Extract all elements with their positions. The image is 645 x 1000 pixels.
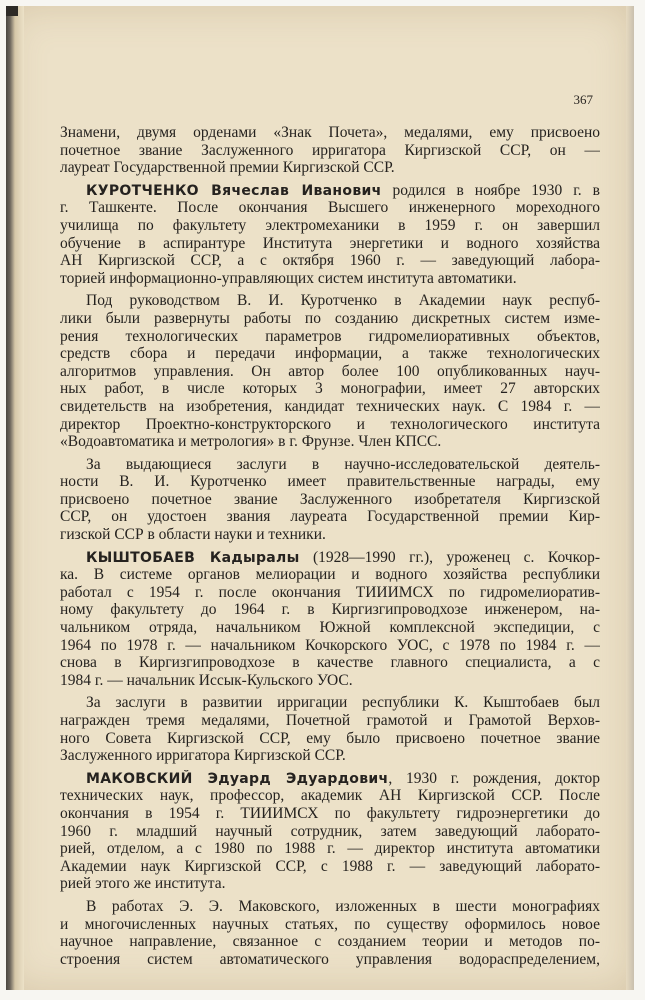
line-text: Под руководством В. И. Куротченко в Академии наук респуб- [86, 292, 600, 310]
text-line [60, 654, 600, 672]
text-line [60, 380, 600, 398]
line-text: 1960 г. младший научный сотрудник, затем заведующий лаборато- [60, 822, 600, 840]
line-text: работал с 1954 г. после окончания ТИИИМСХ по гидромелиоратив- [60, 583, 600, 601]
text-line [60, 747, 600, 765]
line-text: ССР, он удостоен звания лауреата Государственной премии Кир- [60, 508, 600, 526]
text-line [60, 619, 600, 637]
text-line [60, 526, 600, 544]
paragraph [60, 292, 600, 450]
line-text: научное направление, связанное с созданием теории и методов по- [60, 933, 600, 951]
line-text: технических наук, профессор, академик АН Киргизской ССР. После [60, 787, 600, 805]
line-text: окончания в 1954 г. ТИИИМСХ по факультету гидроэнергетики до [60, 804, 600, 822]
text-line [60, 730, 600, 748]
text-line [60, 310, 600, 328]
paragraph [60, 770, 600, 893]
line-text: Академии наук Киргизской ССР, с 1988 г. — заведующий лаборато- [60, 857, 600, 875]
text-line [60, 416, 600, 434]
text-line [60, 787, 600, 805]
line-text: За выдающиеся заслуги в научно-исследовательской деятель- [86, 455, 600, 473]
text-line [60, 345, 600, 363]
text-line [60, 398, 600, 416]
text-line [60, 933, 600, 951]
scan-corner [6, 6, 18, 16]
text-line [60, 858, 600, 876]
line-text: АН Киргизской ССР, а с октября 1960 г. — заведующий лабора- [60, 252, 600, 270]
line-text: За заслуги в развитии ирригации республики К. Кыштобаев был [86, 694, 600, 712]
line-text: рией этого же института. [60, 875, 226, 893]
line-text: строения систем автоматического управления водораспределением, [60, 950, 600, 968]
text-line [60, 898, 600, 916]
text-line [60, 456, 600, 474]
paragraph [60, 456, 600, 544]
line-text: присвоено почетное звание Заслуженного изобретателя Киргизской [60, 490, 600, 508]
person-name: МАКОВСКИЙ Эдуард Эдуардович [86, 770, 389, 787]
line-text: лауреат Государственной премии Киргизской ССР. [60, 159, 395, 177]
line-text: торией информационно-управляющих систем института автоматики. [60, 269, 517, 287]
line-text: ка. В системе органов мелиорации и водного хозяйства республики [60, 566, 600, 584]
paragraph [60, 898, 600, 968]
text-line [60, 584, 600, 602]
text-line [60, 770, 600, 788]
line-text: училища по факультету электромеханики в 1959 г. он завершил [60, 216, 600, 234]
text-line [60, 217, 600, 235]
line-text: гизской ССР в области науки и техники. [60, 526, 326, 544]
line-text: (1928—1990 гг.), уроженец с. Кочкор- [299, 548, 600, 566]
body-text [60, 124, 600, 968]
line-text: г. Ташкенте. После окончания Высшего инженерного мореходного [60, 199, 600, 217]
line-text: 1964 по 1978 г. — начальником Кочкорского УОС, с 1978 по 1984 г. — [60, 636, 600, 654]
line-text: лики были развернуты работы по созданию дискретных систем изме- [60, 309, 600, 327]
text-line [60, 916, 600, 934]
line-text: «Водоавтоматика и метрология» в г. Фрунзе. Член КПСС. [60, 433, 442, 451]
line-text: ного Совета Киргизской ССР, ему было присвоено почетное звание [60, 729, 600, 747]
line-text: директор Проектно-конструкторского и технологического института [60, 415, 600, 433]
person-name: КУРОТЧЕНКО Вячеслав Иванович [86, 182, 382, 199]
text-line [60, 159, 600, 177]
text-line [60, 328, 600, 346]
text-line [60, 363, 600, 381]
text-line [60, 142, 600, 160]
text-line [60, 549, 600, 567]
text-line [60, 252, 600, 270]
text-line [60, 270, 600, 288]
line-text: ному факультету до 1964 г. в Киргизгипроводхозе инженером, на- [60, 601, 600, 619]
line-text: снова в Киргизгипроводхозе в качестве главного специалиста, а с [60, 654, 600, 672]
paragraph [60, 182, 600, 288]
line-text: ности В. И. Куротченко имеет правительственные награды, ему [60, 473, 600, 491]
line-text: Заслуженного ирригатора Киргизской ССР. [60, 747, 346, 765]
line-text: почетное звание Заслуженного ирригатора Киргизской ССР, он — [60, 141, 600, 159]
line-text: рией, отделом, а с 1980 по 1988 г. — директор института автоматики [60, 840, 600, 858]
book-spine-shadow [6, 6, 24, 990]
text-line [60, 182, 600, 200]
text-line [60, 875, 600, 893]
page-number: 367 [573, 92, 593, 107]
text-line [60, 637, 600, 655]
text-line [60, 199, 600, 217]
text-line [60, 601, 600, 619]
paragraph [60, 124, 600, 177]
text-line [60, 566, 600, 584]
text-line [60, 951, 600, 969]
text-line [60, 823, 600, 841]
text-line [60, 712, 600, 730]
line-text: Знамени, двумя орденами «Знак Почета», медалями, ему присвоено [60, 124, 600, 141]
line-text: награжден тремя медалями, Почетной грамотой и Грамотой Верхов- [60, 712, 600, 729]
line-text: В работах Э. Э. Маковского, изложенных в шести монографиях [86, 897, 600, 915]
line-text: средств сбора и передачи информации, а также технологических [60, 345, 600, 363]
text-line [60, 235, 600, 253]
paragraph [60, 694, 600, 764]
text-line [60, 491, 600, 509]
line-text: рения технологических параметров гидромелиоративных объектов, [60, 327, 600, 345]
text-line [60, 292, 600, 310]
line-text: свидетельств на изобретения, кандидат технических наук. С 1984 г. — [60, 397, 600, 415]
text-line [60, 473, 600, 491]
line-text: обучение в аспирантуре Института энергетики и водного хозяйства [60, 234, 600, 252]
text-line [60, 805, 600, 823]
line-text: , 1930 г. рождения, доктор [388, 769, 600, 787]
line-text: алгоритмов управления. Он автор более 100 опубликованных науч- [60, 362, 600, 380]
line-text: и многочисленных научных статьях, по существу оформилось новое [60, 915, 600, 933]
text-line [60, 672, 600, 690]
person-name: КЫШТОБАЕВ Кадыралы [86, 549, 300, 566]
line-text: ных работ, в числе которых 3 монографии, имеет 27 авторских [60, 380, 600, 398]
text-line [60, 694, 600, 712]
text-line [60, 508, 600, 526]
line-text: родился в ноябре 1930 г. в [381, 181, 600, 199]
page-right-edge [626, 6, 634, 990]
text-line [60, 124, 600, 142]
line-text: чальником отряда, начальником Южной комплексной экспедиции, с [60, 619, 600, 637]
text-line [60, 840, 600, 858]
text-line [60, 433, 600, 451]
line-text: 1984 г. — начальник Иссык-Кульского УОС. [60, 671, 353, 689]
paragraph [60, 549, 600, 690]
